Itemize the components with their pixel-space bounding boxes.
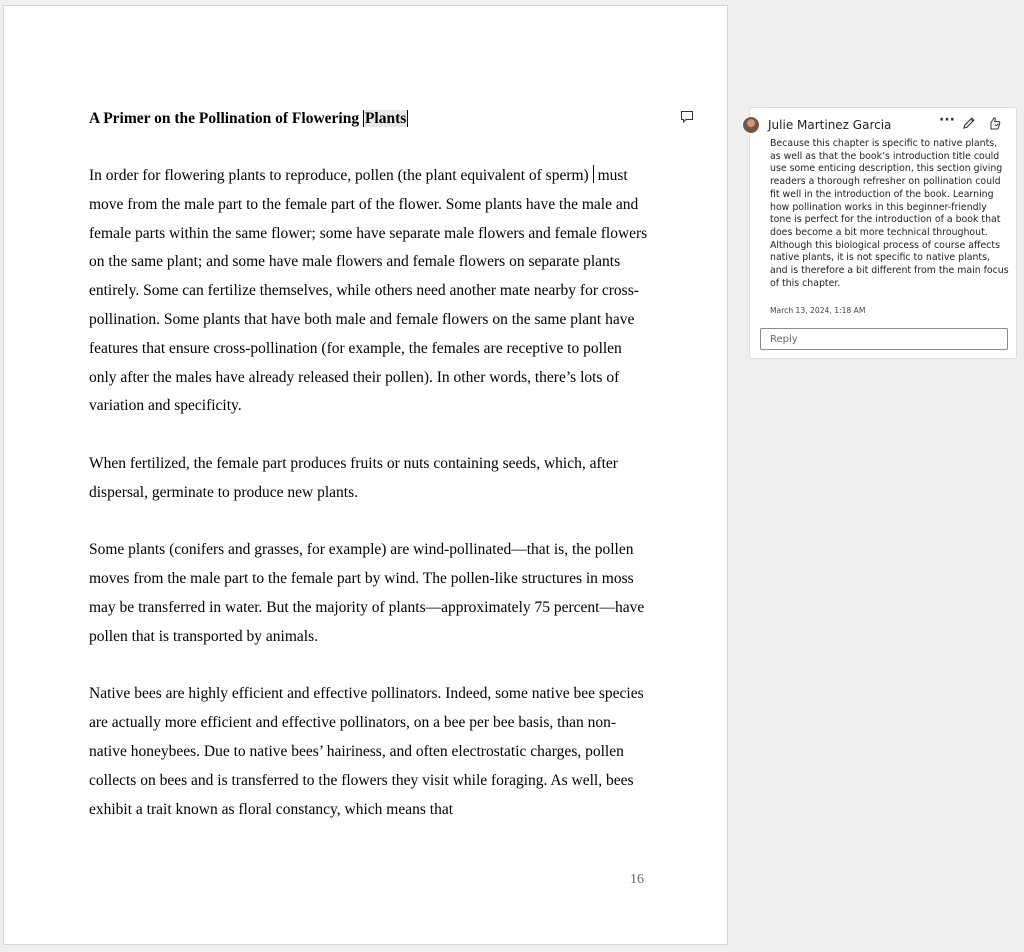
body-paragraph-2: When fertilized, the female part produces fruits or nuts containing seeds, which, after dispersal, germinate to produce new plants. — [89, 454, 618, 501]
document-title[interactable] — [89, 109, 408, 129]
comment-timestamp: March 13, 2024, 1:18 AM — [770, 306, 866, 315]
author-avatar — [742, 116, 760, 134]
title-text: A Primer on the Pollination of Flowering — [89, 110, 363, 127]
pencil-icon[interactable] — [962, 116, 976, 130]
body-paragraph-4: Native bees are highly efficient and effective pollinators. Indeed, some native bee species are actually more efficient and effective pollinators, on a bee per bee basis, than non-native honeybees. Due to native bees’ hairiness, and often electrostatic charges, pollen collects on bees and is transferred to the flowers they visit while foraging. As well, bees exhibit a trait known as floral constancy, which means that — [89, 685, 644, 818]
comment-author: Julie Martinez Garcia — [768, 118, 892, 132]
comment-card[interactable] — [749, 107, 1017, 359]
paragraph-text-continued: must move from the male part to the female part of the flower. Some plants have the male and female parts within the same flower; some have separate male flowers and female flowers on the same plant; and some have male flowers and female flowers on separate plants entirely. Some can fertilize themselves, while others need another mate nearby for cross-pollination. Some plants that have both male and female flowers on the same plant have features that ensure cross-pollination (for example, the females are receptive to pollen only after the males have already released their pollen). In other words, there’s lots of variation and specificity. — [89, 167, 648, 415]
reply-input[interactable] — [760, 328, 1008, 350]
page-number: 16 — [630, 872, 644, 887]
resolve-icon[interactable] — [988, 116, 1002, 130]
more-options-button[interactable]: ··· — [939, 112, 955, 128]
commented-text-highlight[interactable]: Plants — [364, 110, 407, 127]
document-page[interactable] — [3, 5, 728, 945]
comment-bubble-icon[interactable] — [680, 110, 694, 124]
document-body[interactable] — [89, 162, 649, 853]
body-paragraph-1 — [89, 162, 649, 421]
paragraph-text: In order for flowering plants to reproduce, pollen (the plant equivalent of sperm) — [89, 167, 589, 184]
body-paragraph-3: Some plants (conifers and grasses, for example) are wind-pollinated—that is, the pollen moves from the male part to the female part by wind. The pollen-like structures in moss may be transferred in water. But the majority of plants—approximately 75 percent—have pollen that is transported by animals. — [89, 541, 645, 645]
comment-body: Because this chapter is specific to native plants, as well as that the book’s introduction title could use some enticing description, this section giving readers a thorough refresher on pollination could fit well in the introduction of the book. Learning how pollination works in this beginner-friendly tone is perfect for the introduction of a book that does become a bit more technical throughout. Although this biological process of course affects native plants, it is not specific to native plants, and is therefore a bit different from the main focus of this chapter. — [770, 138, 1009, 289]
